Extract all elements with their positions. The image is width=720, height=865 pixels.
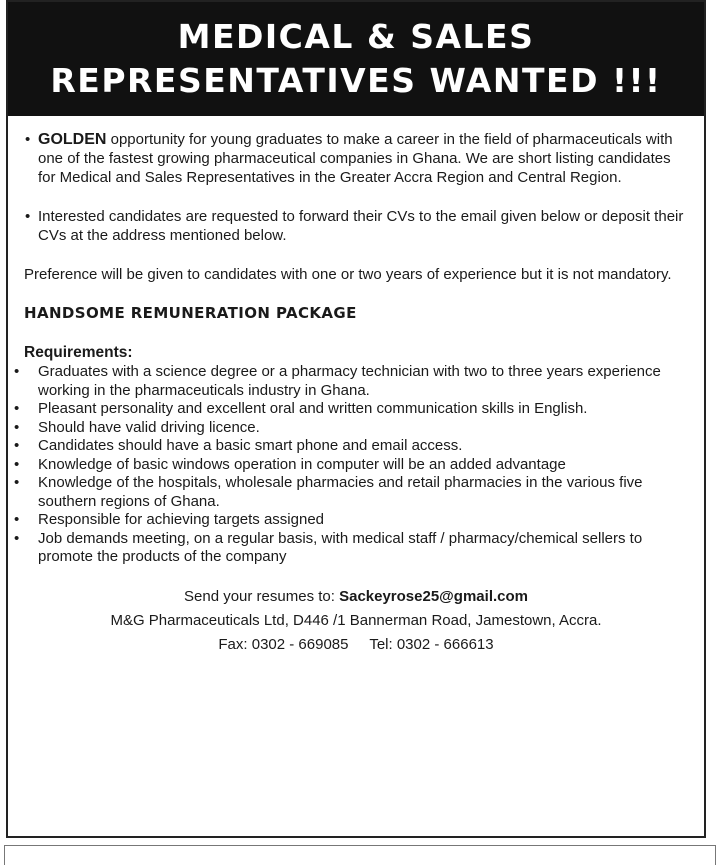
- headline-line-2: REPRESENTATIVES WANTED !!!: [50, 61, 662, 100]
- bullet-icon: •: [14, 455, 20, 473]
- requirement-item: • Knowledge of basic windows operation in computer will be an added advantage: [14, 455, 566, 473]
- advert-header: [8, 2, 704, 116]
- bullet-icon: •: [14, 511, 20, 528]
- apply-note-text: Interested candidates are requested to forward their CVs to the email given below or deposit their CVs at the address mentioned below.: [38, 208, 684, 244]
- bullet-icon: •: [14, 437, 20, 454]
- job-advert: [6, 0, 706, 838]
- tel-number: Tel: 0302 - 666613: [369, 635, 494, 653]
- bullet-icon: •: [14, 418, 20, 436]
- headline-line-1: MEDICAL & SALES: [177, 17, 535, 56]
- requirements-list: [14, 363, 688, 567]
- requirements-heading: Requirements:: [24, 344, 133, 361]
- requirement-item: • Pleasant personality and excellent oral and written communication skills in English.: [14, 400, 588, 417]
- phone-line: [24, 633, 688, 657]
- contact-block: [24, 585, 688, 657]
- preference-note: Preference will be given to candidates with one or two years of experience but it is not mandatory.: [24, 266, 672, 283]
- bullet-icon: •: [14, 363, 20, 380]
- requirement-item: • Job demands meeting, on a regular basis, with medical staff / pharmacy/chemical sellers to promote the products of the company: [14, 529, 643, 565]
- bullet-icon: •: [14, 529, 20, 547]
- send-resume-line: [24, 585, 688, 609]
- advert-body: [8, 116, 704, 657]
- bullet-icon: •: [25, 131, 31, 148]
- next-advert-edge: [4, 845, 716, 865]
- requirement-item: • Knowledge of the hospitals, wholesale pharmacies and retail pharmacies in the various five southern regions of Ghana.: [14, 474, 643, 510]
- apply-note: [24, 207, 688, 245]
- requirement-item: • Should have valid driving licence.: [14, 418, 260, 436]
- requirement-item: • Graduates with a science degree or a pharmacy technician with two to three years experience working in the pharmaceuticals industry in Ghana.: [14, 363, 661, 399]
- golden-label: GOLDEN: [38, 131, 107, 148]
- remuneration-heading: HANDSOME REMUNERATION PACKAGE: [24, 304, 357, 322]
- company-address: M&G Pharmaceuticals Ltd, D446 /1 Bannerman Road, Jamestown, Accra.: [110, 611, 602, 629]
- requirement-item: • Candidates should have a basic smart phone and email access.: [14, 437, 463, 454]
- requirement-item: • Responsible for achieving targets assigned: [14, 511, 325, 528]
- intro-paragraph: [24, 130, 688, 187]
- fax-number: Fax: 0302 - 669085: [218, 635, 349, 653]
- email-address[interactable]: Sackeyrose25@gmail.com: [339, 587, 528, 605]
- bullet-icon: •: [14, 400, 20, 417]
- intro-text: opportunity for young graduates to make a career in the field of pharmaceuticals with one of the fastest growing pharmaceutical companies in Ghana. We are short listing candidates for Medical and Sales Representatives in the Greater Accra Region and Central Region.: [38, 131, 673, 186]
- bullet-icon: •: [25, 208, 31, 225]
- bullet-icon: •: [14, 474, 20, 491]
- send-resume-label: Send your resumes to:: [184, 587, 335, 605]
